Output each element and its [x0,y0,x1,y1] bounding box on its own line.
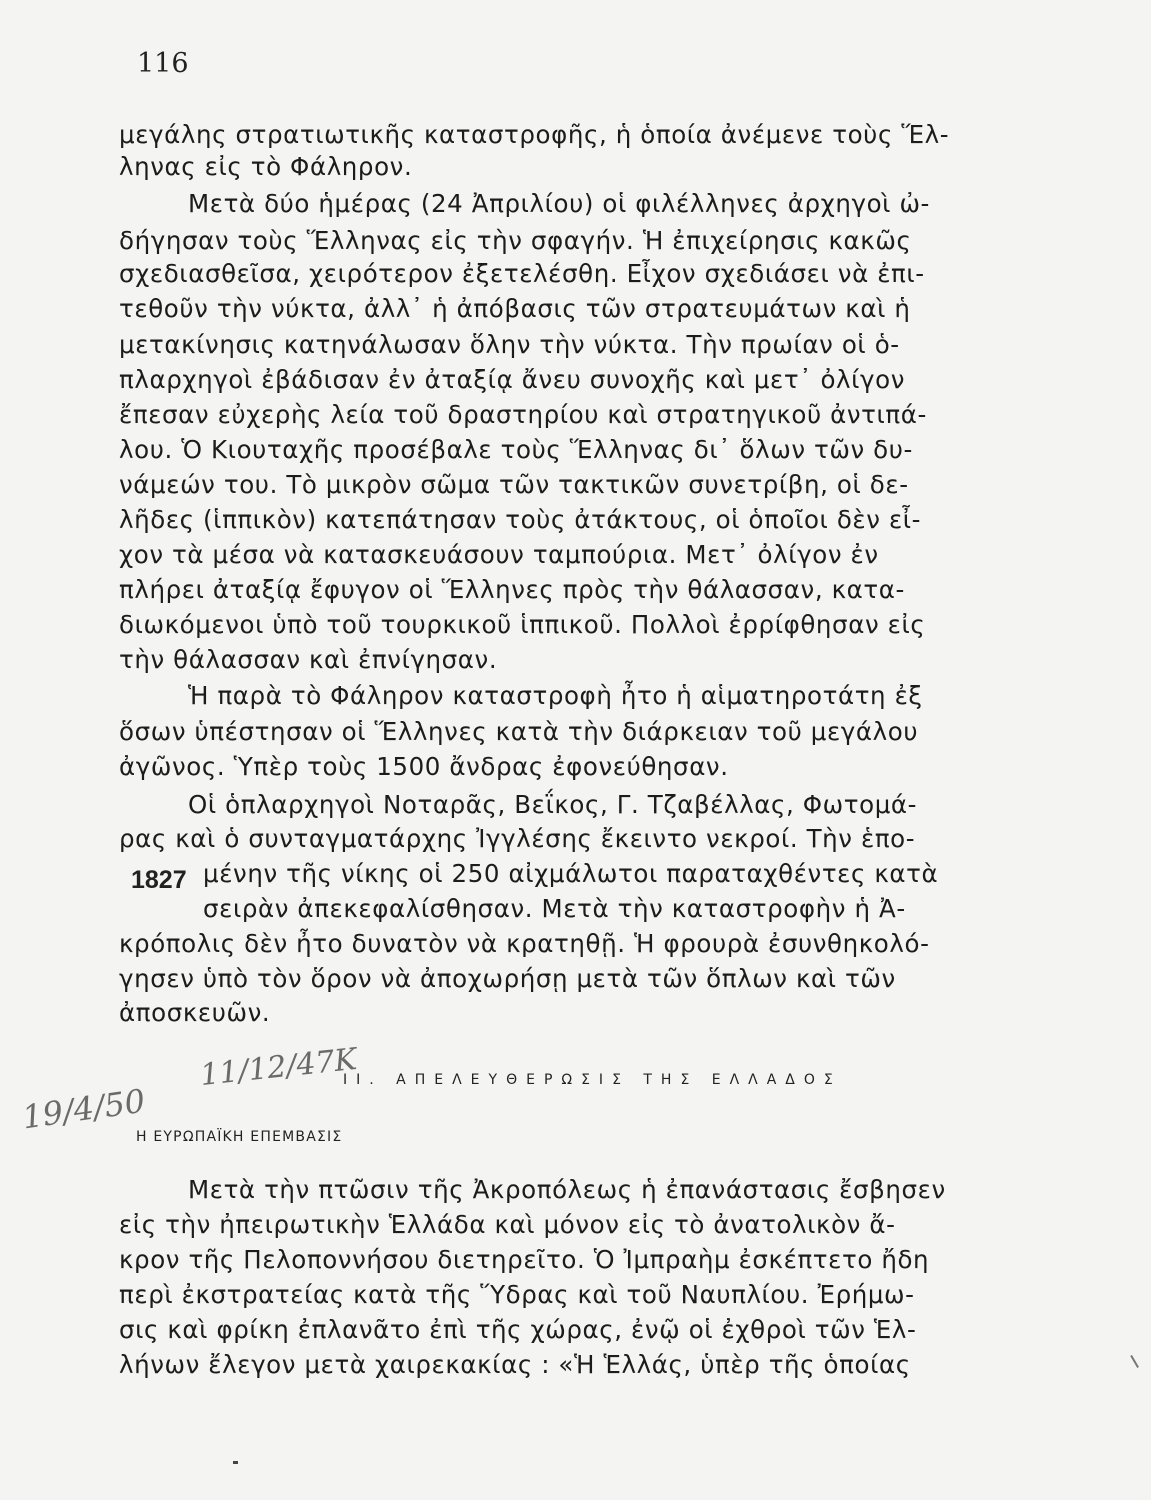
text-line: πλαρχηγοὶ ἐβάδισαν ἐν ἀταξίᾳ ἄνευ συνοχῆς καὶ μετ᾽ ὀλίγον [119,365,906,394]
text-line: τὴν θάλασσαν καὶ ἐπνίγησαν. [119,645,498,674]
text-line: σχεδιασθεῖσα, χειρότερον ἐξετελέσθη. Εἶχον σχεδιάσει νὰ ἐπι- [119,259,925,288]
text-line: λῆδες (ἱππικὸν) κατεπάτησαν τοὺς ἀτάκτους, οἱ ὁποῖοι δὲν εἶ- [119,505,922,534]
margin-year: 1827 [131,866,187,894]
text-line: γησεν ὑπὸ τὸν ὅρον νὰ ἀποχωρήσῃ μετὰ τῶν ὅπλων καὶ τῶν [119,964,896,993]
text-line: διωκόμενοι ὑπὸ τοῦ τουρκικοῦ ἱππικοῦ. Πολλοὶ ἐρρίφθησαν εἰς [119,610,926,639]
text-line: πλήρει ἀταξίᾳ ἔφυγον οἱ Ἕλληνες πρὸς τὴν θάλασσαν, κατα- [119,575,905,604]
ink-speck [233,1461,238,1464]
text-line: Μετὰ δύο ἡμέρας (24 Ἀπριλίου) οἱ φιλέλληνες ἀρχηγοὶ ὠ- [188,189,931,218]
text-line: κρον τῆς Πελοποννήσου διετηρεῖτο. Ὁ Ἰμπραὴμ ἐσκέπτετο ἤδη [119,1245,930,1274]
handwritten-note: 19/4/50 [19,1081,148,1137]
text-line: κρόπολις δὲν ἦτο δυνατὸν νὰ κρατηθῇ. Ἡ φρουρὰ ἐσυνθηκολό- [119,929,930,958]
text-line: Μετὰ τὴν πτῶσιν τῆς Ἀκροπόλεως ἡ ἐπανάστασις ἔσβησεν [188,1175,946,1204]
text-line: νάμεών του. Τὸ μικρὸν σῶμα τῶν τακτικῶν συνετρίβη, οἱ δε- [119,470,909,499]
page-number: 116 [137,48,189,79]
edge-mark [1125,1355,1139,1371]
text-line: λου. Ὁ Κιουταχῆς προσέβαλε τοὺς Ἕλληνας δι᾽ ὅλων τῶν δυ- [119,435,913,464]
subheading: Η ΕΥΡΩΠΑΪΚΗ ΕΠΕΜΒΑΣΙΣ [136,1129,343,1145]
text-line: Οἱ ὁπλαρχηγοὶ Νοταρᾶς, Βεΐκος, Γ. Τζαβέλλας, Φωτομά- [188,790,918,819]
text-line: ληνας εἰς τὸ Φάληρον. [119,152,413,181]
text-line: μετακίνησις κατηνάλωσαν ὅλην τὴν νύκτα. Τὴν πρωίαν οἱ ὁ- [119,330,900,359]
text-line: ἔπεσαν εὐχερὴς λεία τοῦ δραστηρίου καὶ στρατηγικοῦ ἀντιπά- [119,400,927,429]
text-line: λήνων ἔλεγον μετὰ χαιρεκακίας : «Ἡ Ἑλλάς, ὑπὲρ τῆς ὁποίας [119,1350,911,1379]
text-line: μεγάλης στρατιωτικῆς καταστροφῆς, ἡ ὁποία ἀνέμενε τοὺς Ἕλ- [119,120,950,149]
text-line: ἀποσκευῶν. [119,998,271,1027]
text-line: μένην τῆς νίκης οἱ 250 αἰχμάλωτοι παραταχθέντες κατὰ [203,859,939,888]
section-heading: II. ΑΠΕΛΕΥΘΕΡΩΣΙΣ ΤΗΣ ΕΛΛΑΔΟΣ [343,1072,842,1088]
text-line: περὶ ἐκστρατείας κατὰ τῆς Ὕδρας καὶ τοῦ Ναυπλίου. Ἐρήμω- [119,1280,915,1309]
text-line: εἰς τὴν ἠπειρωτικὴν Ἑλλάδα καὶ μόνον εἰς τὸ ἀνατολικὸν ἄ- [119,1210,896,1239]
text-line: δήγησαν τοὺς Ἕλληνας εἰς τὴν σφαγήν. Ἡ ἐπιχείρησις κακῶς [119,226,912,255]
text-line: ρας καὶ ὁ συνταγματάρχης Ἰγγλέσης ἔκειντο νεκροί. Τὴν ἑπο- [119,824,916,853]
text-line: ὅσων ὑπέστησαν οἱ Ἕλληνες κατὰ τὴν διάρκειαν τοῦ μεγάλου [119,717,919,746]
text-line: Ἡ παρὰ τὸ Φάληρον καταστροφὴ ἦτο ἡ αἱματηροτάτη ἐξ [188,681,923,710]
text-line: ἀγῶνος. Ὑπὲρ τοὺς 1500 ἄνδρας ἐφονεύθησαν. [119,752,729,781]
text-line: χον τὰ μέσα νὰ κατασκευάσουν ταμπούρια. Μετ᾽ ὀλίγον ἐν [119,540,879,569]
text-line: σις καὶ φρίκη ἐπλανᾶτο ἐπὶ τῆς χώρας, ἐνῷ οἱ ἐχθροὶ τῶν Ἑλ- [119,1315,917,1344]
text-line: σειρὰν ἀπεκεφαλίσθησαν. Μετὰ τὴν καταστροφὴν ἡ Ἀ- [203,894,906,923]
handwritten-note: 11/12/47Κ [198,1041,359,1094]
text-line: τεθοῦν τὴν νύκτα, ἀλλ᾽ ἡ ἀπόβασις τῶν στρατευμάτων καὶ ἡ [119,294,911,323]
